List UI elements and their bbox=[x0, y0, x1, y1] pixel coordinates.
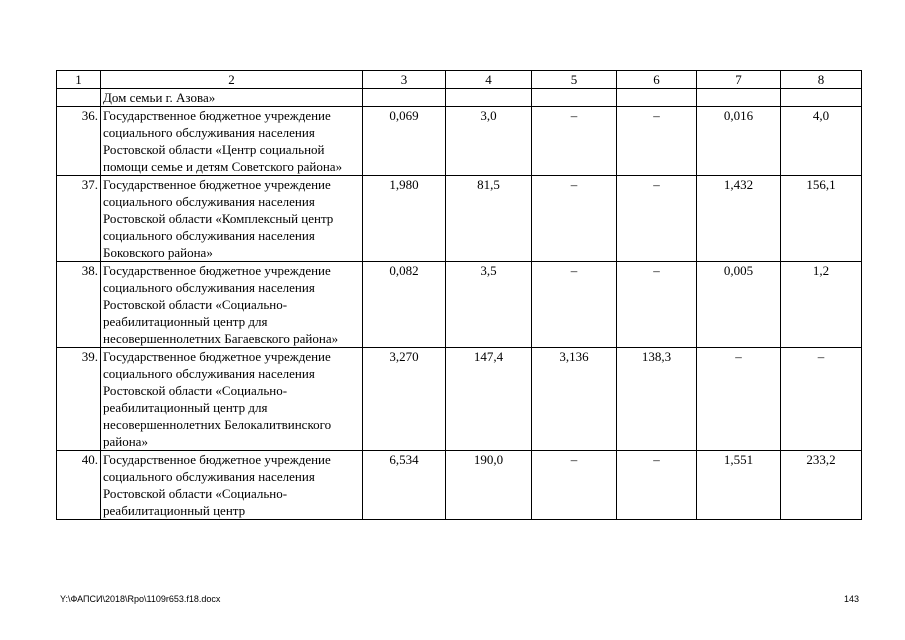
header-cell: 1 bbox=[57, 71, 101, 89]
col-7-value: – bbox=[697, 348, 781, 451]
col-6-value: – bbox=[617, 176, 697, 262]
continuation-row bbox=[57, 89, 862, 107]
col-8-value: – bbox=[781, 348, 862, 451]
col-4-value: 3,0 bbox=[446, 107, 532, 176]
page-number: 143 bbox=[843, 594, 859, 604]
header-cell: 3 bbox=[363, 71, 446, 89]
header-cell: 5 bbox=[532, 71, 617, 89]
table-row bbox=[57, 107, 862, 176]
row-number: 37. bbox=[57, 176, 101, 262]
col-8-value: 233,2 bbox=[781, 451, 862, 520]
row-number: 40. bbox=[57, 451, 101, 520]
col-4-value: 3,5 bbox=[446, 262, 532, 348]
col-3-value: 0,082 bbox=[363, 262, 446, 348]
header-cell: 7 bbox=[697, 71, 781, 89]
col-6-value: – bbox=[617, 107, 697, 176]
col-4-value: 147,4 bbox=[446, 348, 532, 451]
continuation-num bbox=[57, 89, 101, 107]
table-row bbox=[57, 451, 862, 520]
col-6-value: – bbox=[617, 451, 697, 520]
row-number: 39. bbox=[57, 348, 101, 451]
organization-name: Государственное бюджетное учреждение социального обслуживания населения Ростовской области «Социально-реабилитационный центр для несовершеннолетних Белокалитвинского района» bbox=[101, 348, 363, 451]
row-number: 36. bbox=[57, 107, 101, 176]
col-3-value: 3,270 bbox=[363, 348, 446, 451]
organization-name: Государственное бюджетное учреждение социального обслуживания населения Ростовской области «Центр социальной помощи семье и детям Советского района» bbox=[101, 107, 363, 176]
col-5-value: – bbox=[532, 107, 617, 176]
header-cell: 6 bbox=[617, 71, 697, 89]
data-table bbox=[56, 70, 862, 520]
col-7-value: 1,432 bbox=[697, 176, 781, 262]
col-3-value: 0,069 bbox=[363, 107, 446, 176]
col-7-value: 0,005 bbox=[697, 262, 781, 348]
footer-file-path: Y:\ФАПСИ\2018\Rpo\1109r653.f18.docx bbox=[60, 594, 221, 604]
col-8-value: 156,1 bbox=[781, 176, 862, 262]
header-cell: 2 bbox=[101, 71, 363, 89]
table-row bbox=[57, 176, 862, 262]
col-5-value: – bbox=[532, 262, 617, 348]
header-cell: 4 bbox=[446, 71, 532, 89]
col-7-value: 0,016 bbox=[697, 107, 781, 176]
col-8-value: 1,2 bbox=[781, 262, 862, 348]
header-cell: 8 bbox=[781, 71, 862, 89]
table-row bbox=[57, 348, 862, 451]
col-6-value: 138,3 bbox=[617, 348, 697, 451]
col-5-value: – bbox=[532, 451, 617, 520]
col-4-value: 190,0 bbox=[446, 451, 532, 520]
col-4-value: 81,5 bbox=[446, 176, 532, 262]
col-5-value: – bbox=[532, 176, 617, 262]
col-3-value: 1,980 bbox=[363, 176, 446, 262]
col-3-value: 6,534 bbox=[363, 451, 446, 520]
organization-name: Государственное бюджетное учреждение социального обслуживания населения Ростовской области «Социально-реабилитационный центр для несовершеннолетних Багаевского района» bbox=[101, 262, 363, 348]
continuation-name: Дом семьи г. Азова» bbox=[101, 89, 363, 107]
header-row bbox=[57, 71, 862, 89]
col-7-value: 1,551 bbox=[697, 451, 781, 520]
organization-name: Государственное бюджетное учреждение социального обслуживания населения Ростовской области «Социально-реабилитационный центр bbox=[101, 451, 363, 520]
row-number: 38. bbox=[57, 262, 101, 348]
col-5-value: 3,136 bbox=[532, 348, 617, 451]
organization-name: Государственное бюджетное учреждение социального обслуживания населения Ростовской области «Комплексный центр социального обслуживания населения Боковского района» bbox=[101, 176, 363, 262]
col-8-value: 4,0 bbox=[781, 107, 862, 176]
col-6-value: – bbox=[617, 262, 697, 348]
table-row bbox=[57, 262, 862, 348]
